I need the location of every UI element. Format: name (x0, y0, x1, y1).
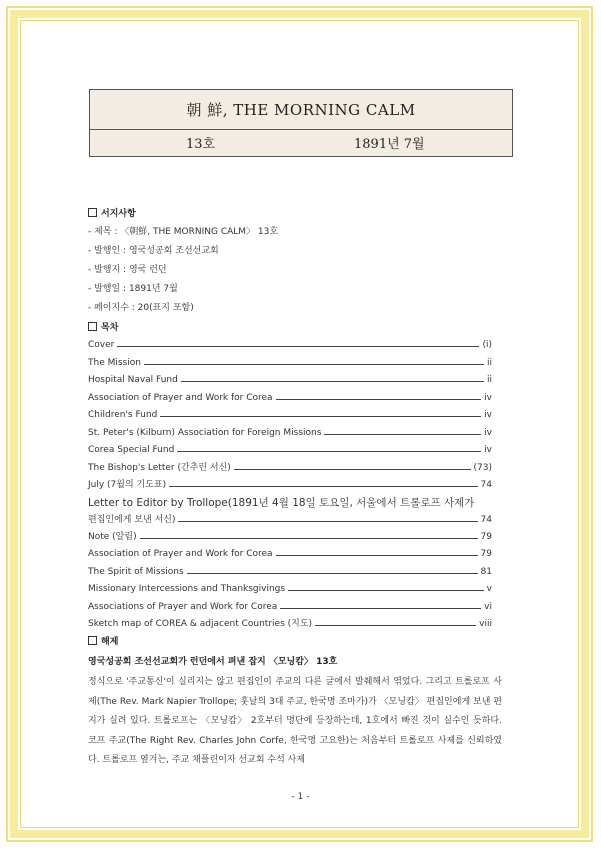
toc-entry: Sketch map of COREA & adjacent Countries (지도) viii (88, 616, 492, 634)
toc-entry: Note (알림) 79 (88, 529, 492, 547)
commentary-paragraph: 정식으로 '주교통신'이 실리지는 않고 편집인이 주교의 다른 글에서 발췌해서 엮었다. 그리고 트롤로프 사제(The Rev. Mark Napier Trollope; 훗날의 3대 주교, 한국명 조마가)가 〈모닝캄〉 편집인에게 보낸 편지가 실려 있다. 트롤로프는 〈모닝캄〉 2호부터 명단에 등장하는데, 1호에서 빠진 것이 실수인 듯하다. 코프 주교(The Right Rev. Charles John Corfe, 한국명 고요한)는 처음부터 트롤로프 사제를 신뢰하였다. 트롤로프 옆겨는, 주교 채플린이자 선교회 수석 사제 (88, 677, 502, 765)
biblio-list (88, 223, 278, 318)
toc-entry: Hospital Naval Fund ii (88, 372, 492, 390)
toc-heading: 목차 (88, 320, 118, 333)
toc-entry: The Bishop's Letter (간추린 서신) (73) (88, 460, 492, 478)
issue-number: 13호 (186, 137, 216, 152)
biblio-item: - 발행인 : 영국성공회 조선선교회 (88, 246, 219, 256)
title-subrow (90, 130, 512, 156)
page-number: - 1 - (291, 792, 310, 802)
toc-entry: Missionary Intercessions and Thanksgivings v (88, 581, 492, 599)
commentary-title: 영국성공회 조선선교회가 런던에서 펴낸 잡지 〈모닝캄〉 13호 (88, 657, 338, 667)
biblio-item: - 발행일 : 1891년 7월 (88, 284, 178, 294)
toc-entry: Cover (i) (88, 337, 492, 355)
issue-date: 1891년 7월 (354, 137, 425, 152)
biblio-item: - 페이지수 : 20(표지 포함) (88, 303, 194, 313)
biblio-item: - 제목 : 〈朝鮮, THE MORNING CALM〉 13호 (88, 227, 279, 237)
toc-entry: Corea Special Fund iv (88, 442, 492, 460)
toc-entry: Association of Prayer and Work for Corea iv (88, 390, 492, 408)
title-box (89, 89, 513, 157)
checkbox-square-icon (88, 636, 97, 645)
toc-entry: Letter to Editor by Trollope(1891년 4월 18일 토요일, 서울에서 트롤로프 사제가 편집인에게 보낸 서신) 74 (88, 495, 492, 529)
toc-entry: The Mission ii (88, 355, 492, 373)
checkbox-square-icon (88, 322, 97, 331)
commentary-heading: 해제 (88, 634, 118, 647)
toc-entry: The Spirit of Missions 81 (88, 564, 492, 582)
toc-entry: Association of Prayer and Work for Corea 79 (88, 546, 492, 564)
toc-entry: Children's Fund iv (88, 407, 492, 425)
toc-entry: July (7월의 기도표) 74 (88, 477, 492, 495)
biblio-item: - 발행지 : 영국 런던 (88, 265, 167, 275)
toc-entry: Associations of Prayer and Work for Corea vi (88, 599, 492, 617)
checkbox-square-icon (88, 208, 97, 217)
document-title: 朝 鮮, THE MORNING CALM (90, 90, 512, 130)
table-of-contents (88, 337, 492, 634)
biblio-heading: 서지사항 (88, 206, 136, 219)
toc-entry: St. Peter's (Kilburn) Association for Foreign Missions iv (88, 425, 492, 443)
